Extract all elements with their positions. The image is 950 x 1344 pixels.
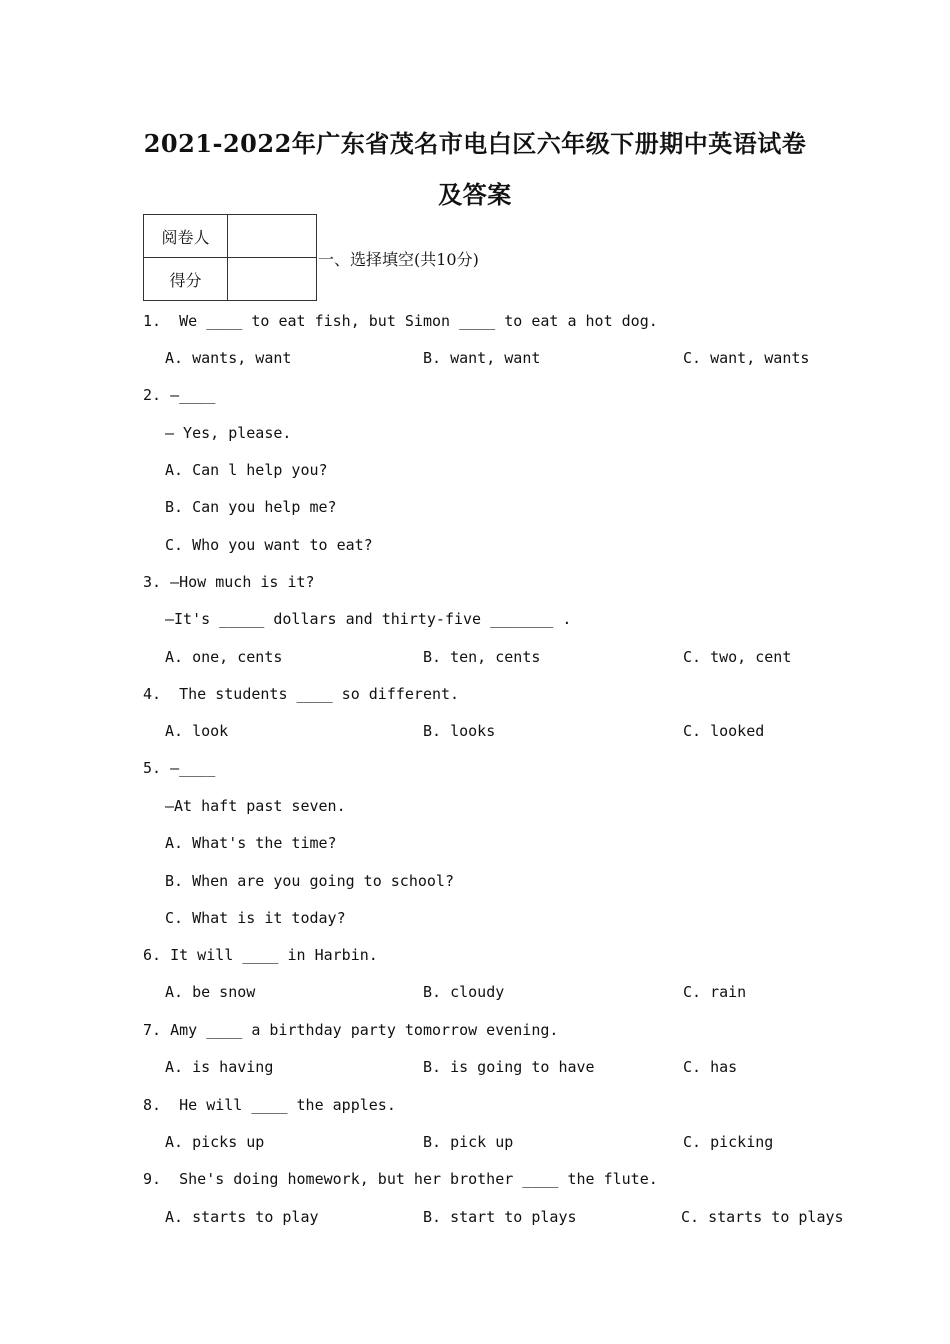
- question-1-option-c: C. want, wants: [683, 349, 810, 367]
- question-1-option-a: A. wants, want: [165, 349, 292, 367]
- question-4-option-a: A. look: [165, 722, 229, 740]
- question-6-option-c: C. rain: [683, 983, 747, 1001]
- question-5-response: —At haft past seven.: [165, 797, 346, 815]
- question-9-stem: 9. She's doing homework, but her brother ____ the flute.: [143, 1170, 658, 1188]
- question-7-stem: 7. Amy ____ a birthday party tomorrow evening.: [143, 1021, 559, 1039]
- question-6-stem: 6. It will ____ in Harbin.: [143, 946, 378, 964]
- reviewer-field[interactable]: [228, 215, 317, 258]
- question-9-option-c: C. starts to plays: [681, 1208, 844, 1226]
- question-2-option-b: B. Can you help me?: [165, 498, 337, 516]
- question-5-option-c: C. What is it today?: [165, 909, 346, 927]
- question-7-option-b: B. is going to have: [423, 1058, 595, 1076]
- question-9-option-b: B. start to plays: [423, 1208, 577, 1226]
- question-7-option-a: A. is having: [165, 1058, 274, 1076]
- question-4-option-b: B. looks: [423, 722, 496, 740]
- question-4-option-c: C. looked: [683, 722, 765, 740]
- question-9-option-a: A. starts to play: [165, 1208, 319, 1226]
- question-1-stem: 1. We ____ to eat fish, but Simon ____ to eat a hot dog.: [143, 312, 658, 330]
- question-3-option-b: B. ten, cents: [423, 648, 541, 666]
- question-8-stem: 8. He will ____ the apples.: [143, 1096, 396, 1114]
- score-label: 得分: [144, 258, 228, 301]
- question-2-option-a: A. Can l help you?: [165, 461, 328, 479]
- question-4-stem: 4. The students ____ so different.: [143, 685, 460, 703]
- question-2-option-c: C. Who you want to eat?: [165, 536, 373, 554]
- question-8-option-b: B. pick up: [423, 1133, 514, 1151]
- question-3-option-c: C. two, cent: [683, 648, 792, 666]
- question-5-option-b: B. When are you going to school?: [165, 872, 454, 890]
- question-3-stem: 3. —How much is it?: [143, 573, 315, 591]
- question-8-option-a: A. picks up: [165, 1133, 265, 1151]
- question-3-response: —It's _____ dollars and thirty-five _______ .: [165, 610, 572, 628]
- question-7-option-c: C. has: [683, 1058, 738, 1076]
- question-5-option-a: A. What's the time?: [165, 834, 337, 852]
- section-heading: 一、选择填空(共10分): [318, 250, 479, 269]
- question-5-stem: 5. —____: [143, 759, 216, 777]
- question-1-option-b: B. want, want: [423, 349, 541, 367]
- question-8-option-c: C. picking: [683, 1133, 774, 1151]
- question-6-option-b: B. cloudy: [423, 983, 505, 1001]
- question-2-stem: 2. —____: [143, 386, 216, 404]
- score-table: [143, 214, 317, 301]
- document-title-line-1: 2021-2022年广东省茂名市电白区六年级下册期中英语试卷: [143, 129, 807, 158]
- question-3-option-a: A. one, cents: [165, 648, 283, 666]
- question-6-option-a: A. be snow: [165, 983, 256, 1001]
- document-title-line-2: 及答案: [438, 180, 512, 209]
- reviewer-label: 阅卷人: [144, 215, 228, 258]
- question-2-response: — Yes, please.: [165, 424, 292, 442]
- score-field[interactable]: [228, 258, 317, 301]
